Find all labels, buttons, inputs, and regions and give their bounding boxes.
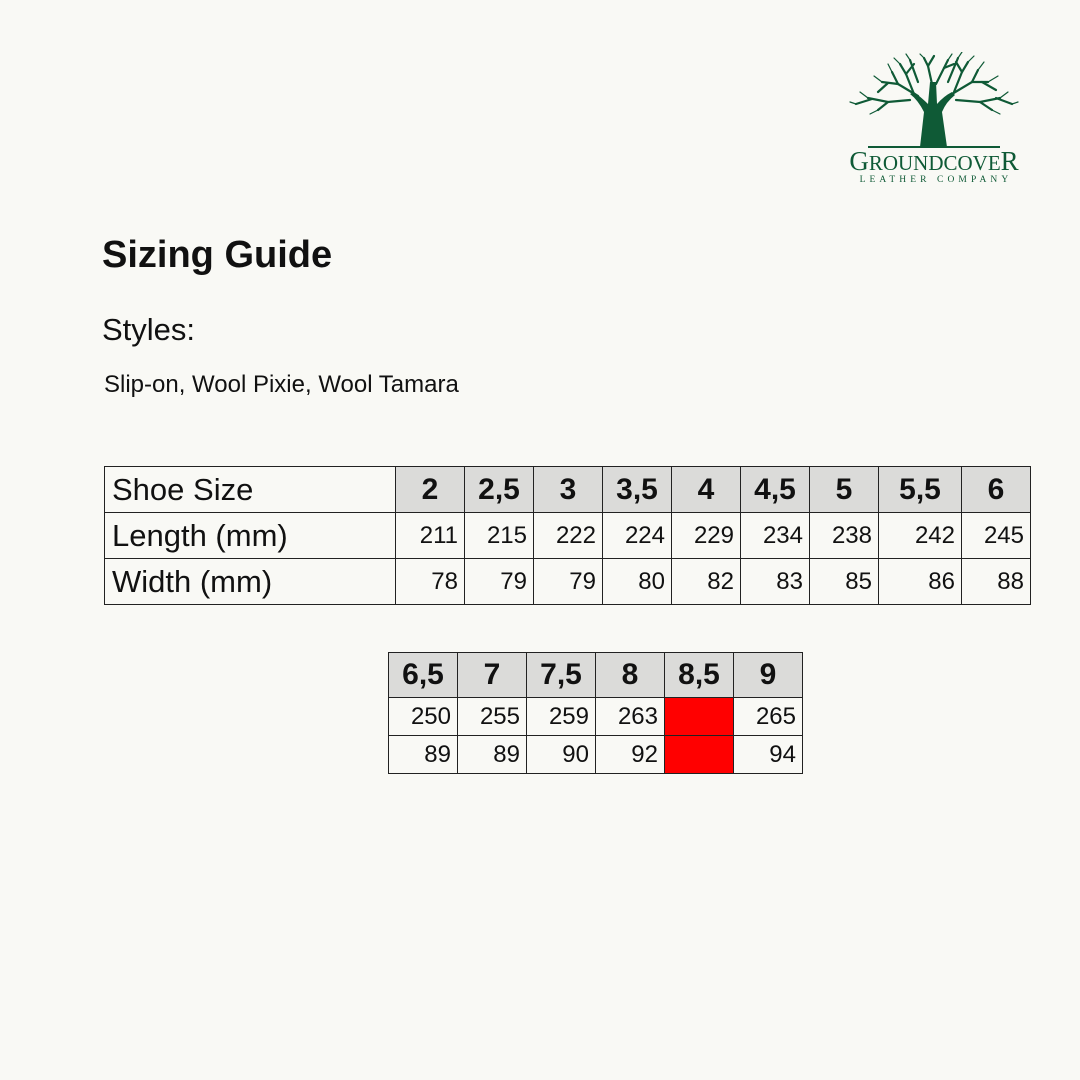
- size-cell: 3,5: [603, 467, 672, 513]
- width-cell: 83: [741, 559, 810, 605]
- length-cell: 234: [741, 513, 810, 559]
- size-cell: 7,5: [527, 653, 596, 698]
- width-cell: 92: [596, 736, 665, 774]
- unavailable-cell: [665, 736, 734, 774]
- width-cell: 89: [458, 736, 527, 774]
- length-cell: 245: [962, 513, 1031, 559]
- table-row-sizes: [389, 653, 803, 698]
- length-cell: 265: [734, 698, 803, 736]
- size-cell: 2: [396, 467, 465, 513]
- groundcover-logo: [848, 52, 1020, 192]
- length-cell: 238: [810, 513, 879, 559]
- width-cell: 94: [734, 736, 803, 774]
- width-cell: 86: [879, 559, 962, 605]
- width-cell: 89: [389, 736, 458, 774]
- table-row-width: [105, 559, 1031, 605]
- width-cell: 79: [534, 559, 603, 605]
- size-cell: 5,5: [879, 467, 962, 513]
- width-cell: 78: [396, 559, 465, 605]
- table-row-sizes: [105, 467, 1031, 513]
- size-cell: 4: [672, 467, 741, 513]
- length-cell: 222: [534, 513, 603, 559]
- width-cell: 82: [672, 559, 741, 605]
- unavailable-cell: [665, 698, 734, 736]
- size-cell: 2,5: [465, 467, 534, 513]
- length-cell: 255: [458, 698, 527, 736]
- size-cell: 9: [734, 653, 803, 698]
- size-cell: 6,5: [389, 653, 458, 698]
- size-table-secondary: [388, 652, 803, 774]
- table-row-width: [389, 736, 803, 774]
- row-label-length: Length (mm): [105, 513, 396, 559]
- size-cell: 6: [962, 467, 1031, 513]
- length-cell: 215: [465, 513, 534, 559]
- styles-label: Styles:: [102, 312, 196, 347]
- length-cell: 211: [396, 513, 465, 559]
- width-cell: 85: [810, 559, 879, 605]
- table-row-length: [389, 698, 803, 736]
- length-cell: 263: [596, 698, 665, 736]
- size-table-primary: [104, 466, 1031, 605]
- size-cell: 8,5: [665, 653, 734, 698]
- size-cell: 8: [596, 653, 665, 698]
- page-title: Sizing Guide: [102, 234, 333, 276]
- brand-tagline: LEATHER COMPANY: [859, 175, 1013, 185]
- size-cell: 3: [534, 467, 603, 513]
- width-cell: 88: [962, 559, 1031, 605]
- size-cell: 4,5: [741, 467, 810, 513]
- brand-name: GROUNDCOVER: [849, 146, 1019, 176]
- width-cell: 80: [603, 559, 672, 605]
- length-cell: 250: [389, 698, 458, 736]
- row-label-width: Width (mm): [105, 559, 396, 605]
- width-cell: 90: [527, 736, 596, 774]
- tree-icon: [848, 52, 1020, 148]
- length-cell: 242: [879, 513, 962, 559]
- length-cell: 259: [527, 698, 596, 736]
- styles-list: Slip-on, Wool Pixie, Wool Tamara: [104, 371, 459, 398]
- row-label-shoe-size: Shoe Size: [105, 467, 396, 513]
- size-cell: 5: [810, 467, 879, 513]
- length-cell: 229: [672, 513, 741, 559]
- size-cell: 7: [458, 653, 527, 698]
- length-cell: 224: [603, 513, 672, 559]
- width-cell: 79: [465, 559, 534, 605]
- table-row-length: [105, 513, 1031, 559]
